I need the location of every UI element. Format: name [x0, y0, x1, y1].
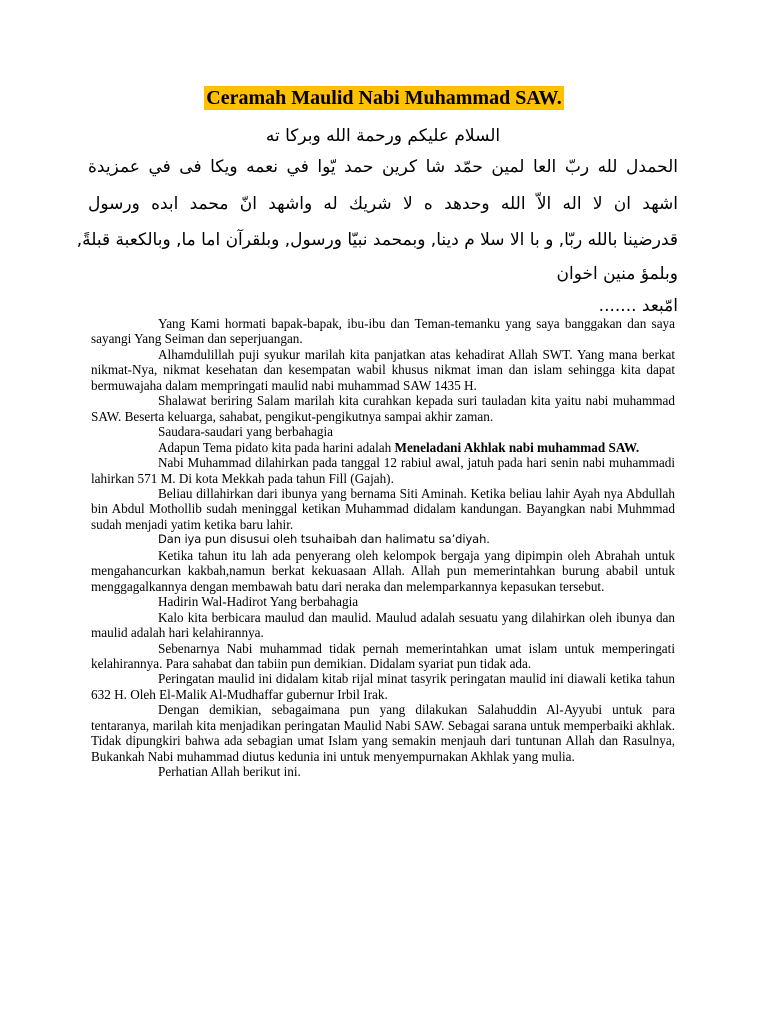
paragraph: Dengan demikian, sebagaimana pun yang dilakukan Salahuddin Al-Ayyubi untuk para tentaranya, marilah kita menjadikan peringatan Maulid Nabi SAW. Sebagai sarana untuk memperbaiki akhlak. Tidak dipungkiri bahwa ada sebagian umat Islam yang semakin menjauh dari tuntunan Allah dan Rasulnya, Bukankah Nabi muhammad diutus kedunia ini untuk menyempurnakan Akhlak yang mulia. [91, 702, 675, 764]
paragraph: Peringatan maulid ini didalam kitab rijal minat tasyrik peringatan maulid ini diawali ketika tahun 632 H. Oleh El-Malik Al-Mudhaffar gubernur Irbil Irak. [91, 671, 675, 702]
paragraph: Ketika tahun itu lah ada penyerang oleh kelompok bergaja yang dipimpin oleh Abrahah untuk mengahancurkan kakbah,namun berkat kekuasaan Allah. Allah pun memerintahkan burung ababil untuk menggagalkannya dengan membawah batu dari neraka dan melemparkannya kepasukan tersebut. [91, 547, 675, 594]
arabic-ammaba [88, 294, 678, 318]
paragraph-tema [91, 440, 675, 455]
paragraph-handwritten: Dan iya pun disusui oleh tsuhaibah dan halimatu sa’diyah. [158, 532, 490, 547]
tema-intro: Adapun Tema pidato kita pada harini adalah [158, 439, 392, 455]
tema-title: Meneladani Akhlak nabi muhammad SAW. [394, 439, 640, 455]
paragraph: Beliau dillahirkan dari ibunya yang bernama Siti Aminah. Ketika beliau lahir Ayah nya Abdullah bin Abdul Mothollib sudah meninggal ketikan Muhammad didalam kandungan. Bayangkan nabi Muhmmad sudah menjadi yatim ketika baru lahir. [91, 485, 675, 532]
paragraph: Kalo kita berbicara maulud dan maulid. Maulud adalah sesuatu yang dilahirkan oleh ibunya dan maulid adalah hari kelahirannya. [91, 609, 675, 641]
paragraph: Alhamdulillah puji syukur marilah kita panjatkan atas kehadirat Allah SWT. Yang mana berkat nikmat-Nya, nikmat kesehatan dan kesempatan wabil khusus nikmat iman dan islam sehingga kita dapat bermuwajaha dalam mempringati maulid nabi muhammad SAW 1435 H. [91, 346, 675, 393]
paragraph: Hadirin Wal-Hadirot Yang berbahagia [158, 594, 359, 610]
speech-body [91, 316, 675, 780]
paragraph: Sebenarnya Nabi muhammad tidak pernah memerintahkan umat islam untuk memperingati kelahirannya. Para sahabat dan tabiin pun demikian. Didalam syariat pun tidak ada. [91, 640, 675, 671]
arabic-ammaba-word: امّبعد [641, 296, 678, 316]
title-container [0, 86, 768, 110]
document-title: Ceramah Maulid Nabi Muhammad SAW. [206, 87, 562, 109]
arabic-salam: السلام عليكم ورحمة الله وبركا ته [265, 126, 501, 146]
paragraph: Saudara-saudari yang berbahagia [158, 424, 334, 440]
arabic-syahadat: اشهد ان لا اله الاّ الله وحدهد ه لا شريك له واشهد انّ محمد ابده ورسول [88, 194, 678, 214]
arabic-ridha: قدرضينا بالله ربّا, و با الا سلا م دينا, وبمحمد نبيّا ورسول, وبلقرآن اما ما, وبالكعبة قبلةً, [76, 230, 678, 250]
arabic-mukminin: وبلمؤ منين اخوان [556, 264, 678, 284]
paragraph: Shalawat beriring Salam marilah kita curahkan kepada suri tauladan kita yaitu nabi muhammad SAW. Beserta keluarga, sahabat, pengikut-pengikutnya sampai akhir zaman. [91, 393, 675, 424]
paragraph: Perhatian Allah berikut ini. [158, 764, 301, 780]
arabic-hamdalah: الحمدل لله ربّ العا لمين حمّد شا كرين حمد يّوا في نعمه ويكا فى في عمزيدة [88, 157, 678, 177]
paragraph: Nabi Muhammad dilahirkan pada tanggal 12 rabiul awal, jatuh pada hari senin nabi muhammadi lahirkan 571 M. Di kota Mekkah pada tahun Fill (Gajah). [91, 455, 675, 486]
arabic-ammaba-dots: ....... [598, 296, 637, 316]
paragraph: Yang Kami hormati bapak-bapak, ibu-ibu dan Teman-temanku yang saya banggakan dan saya sayangi Yang Seiman dan seperjuangan. [91, 316, 675, 347]
